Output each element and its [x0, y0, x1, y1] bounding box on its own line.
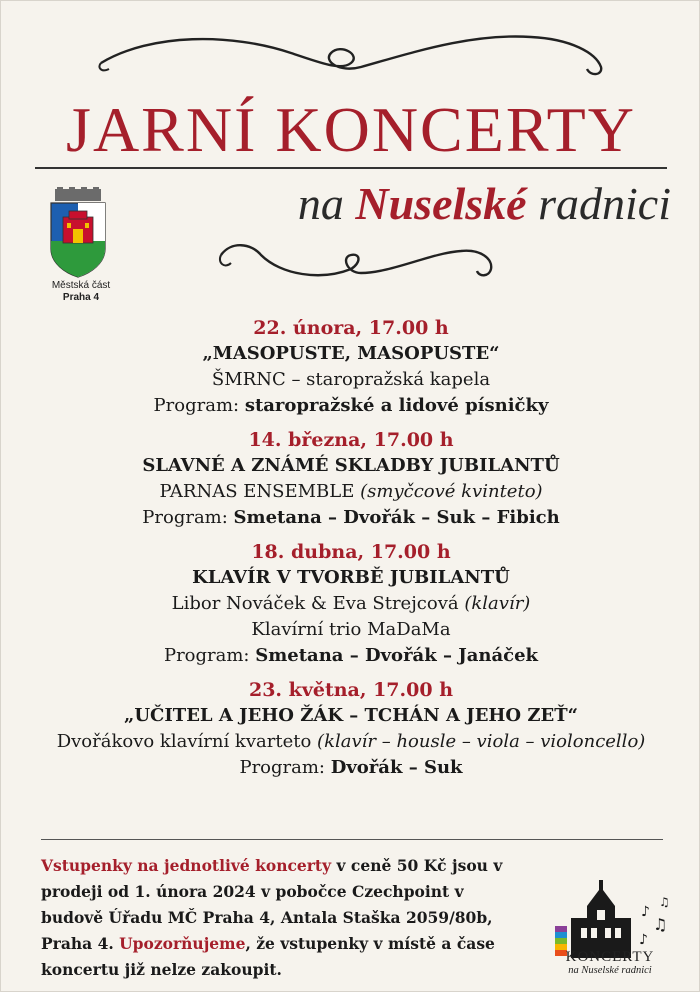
- event-item: [1, 315, 700, 419]
- ticket-lead: Vstupenky na jednotlivé koncerty: [41, 856, 332, 875]
- program-value: Dvořák – Suk: [330, 757, 463, 778]
- program-value: Smetana – Dvořák – Suk – Fibich: [233, 507, 560, 528]
- program-value: staropražské a lidové písničky: [244, 395, 549, 416]
- event-program: [1, 393, 700, 419]
- emblem-caption-line1: Městská část: [51, 280, 111, 291]
- event-title: „UČITEL A JEHO ŽÁK – TCHÁN A JEHO ZEŤ“: [124, 705, 578, 726]
- event-performer: ŠMRNC – staropražská kapela: [211, 369, 491, 390]
- event-program: [1, 755, 700, 781]
- event-item: [1, 677, 700, 781]
- performer-note: (klavír – housle – viola – violoncello): [317, 731, 646, 752]
- performer-name: PARNAS ENSEMBLE: [159, 481, 355, 502]
- event-performer: [1, 479, 700, 505]
- title-rule: [35, 167, 667, 169]
- event-date: 14. března, 17.00 h: [248, 429, 454, 451]
- event-performer: [1, 591, 700, 617]
- event-date: 22. února, 17.00 h: [253, 317, 449, 339]
- emblem-caption-line2: Praha 4: [62, 292, 100, 303]
- program-label: Program:: [142, 507, 228, 528]
- event-list: [1, 315, 700, 789]
- svg-text:♫: ♫: [659, 895, 670, 909]
- event-performer-2: Klavírní trio MaDaMa: [251, 619, 451, 640]
- concert-logo-text: [545, 949, 675, 977]
- svg-text:♪: ♪: [641, 904, 650, 920]
- footer-divider: [41, 839, 663, 840]
- event-item: [1, 539, 700, 669]
- performer-name: Libor Nováček & Eva Strejcová: [171, 593, 459, 614]
- svg-text:♫: ♫: [653, 915, 668, 934]
- emblem-caption: [21, 280, 141, 304]
- ticket-text-2: , že vstupenky v místě a čase koncertu již nelze zakoupit.: [41, 934, 495, 979]
- performer-name: Dvořákovo klavírní kvarteto: [56, 731, 312, 752]
- event-title: KLAVÍR V TVORBĚ JUBILANTŮ: [192, 567, 510, 588]
- subtitle-main: Nuselské: [355, 178, 527, 229]
- ticket-warning: Upozorňujeme: [119, 934, 246, 953]
- event-date: 18. dubna, 17.00 h: [251, 541, 451, 563]
- program-label: Program:: [163, 645, 250, 666]
- svg-text:♪: ♪: [639, 932, 648, 948]
- bottom-swirl-ornament: [211, 233, 501, 293]
- logo-subtitle: na Nuselské radnici: [568, 965, 652, 976]
- event-program: [1, 505, 700, 531]
- top-swirl-ornament: [91, 23, 611, 83]
- program-label: Program:: [153, 395, 240, 416]
- event-title: SLAVNÉ A ZNÁMÉ SKLADBY JUBILANTŮ: [142, 455, 560, 476]
- praha4-coat-of-arms-icon: [47, 187, 109, 279]
- event-item: [1, 427, 700, 531]
- event-title: „MASOPUSTE, MASOPUSTE“: [202, 343, 500, 364]
- subtitle-suffix: radnici: [538, 178, 671, 229]
- logo-title: KONCERTY: [565, 949, 655, 965]
- poster-subtitle: [151, 177, 671, 230]
- event-date: 23. května, 17.00 h: [248, 679, 454, 701]
- program-value: Smetana – Dvořák – Janáček: [255, 645, 539, 666]
- performer-note: (smyčcové kvinteto): [360, 481, 543, 502]
- event-performer: [1, 729, 700, 755]
- subtitle-prefix: na: [297, 178, 344, 229]
- poster-title: JARNÍ KONCERTY: [66, 94, 636, 165]
- program-label: Program:: [239, 757, 325, 778]
- ticket-text-1: v ceně 50 Kč jsou v prodeji od 1. února 2024 v pobočce Czechpoint v budově Úřadu MČ Praha 4, Antala Staška 2059/80b, Praha 4.: [41, 856, 503, 953]
- performer-note: (klavír): [464, 593, 531, 614]
- event-program: [1, 643, 700, 669]
- ticket-info: [41, 853, 511, 983]
